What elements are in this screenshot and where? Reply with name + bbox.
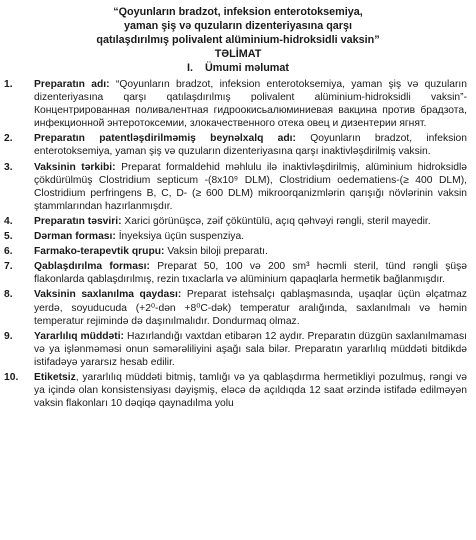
item-label: Farmako-terapevtik qrupu: bbox=[34, 246, 165, 258]
list-item bbox=[0, 161, 476, 213]
title-line-3: qatılaşdırılmış polivalent alüminium-hidroksidli vaksin” bbox=[96, 34, 380, 46]
section-heading: I. Ümumi məlumat bbox=[187, 62, 289, 74]
item-number: 3. bbox=[4, 161, 13, 173]
item-text: “Qoyunların bradzot, infeksion enterotoksemiya, yaman şiş və quzuların dizenteriyasına qarşı qatılaşdırılmış polivalent alüminium-hidroksidli vaksin”- Концентрированная поливалентная гидроокисьалюминиевая вакцина против брадзота, инфекционной энтеротоксемии, злокачественного отека овец и дизентерии ягнят. bbox=[34, 79, 467, 130]
item-number: 2. bbox=[4, 133, 13, 145]
item-text: Hazırlandığı vaxtdan etibarən 12 aydır. Preparatın düzgün saxlanılmaması və ya işlənməməsi onun səmərəliliyini aşağı sala bilər. Preparatın yararlılıq müddəti bitdikdə istifadəyə yararsız hesab edilir. bbox=[34, 330, 467, 368]
item-text: Preparat istehsalçı qablaşmasında, uşaqlar üçün əlçatmaz yerdə, soyuducuda (+2⁰-dən +8⁰C-dək) temperatur aralığında, saxlanılmalı və həmin temperatur rejimində də daşınılmalıdır. Dondurmaq olmaz. bbox=[34, 289, 467, 327]
instruction-list bbox=[0, 78, 476, 412]
document-title bbox=[16, 0, 460, 47]
item-number: 10. bbox=[4, 371, 19, 383]
item-number: 9. bbox=[4, 330, 13, 342]
list-item bbox=[0, 330, 476, 369]
item-text: Xarici görünüşcə, zəif çöküntülü, açıq qəhvəyi rəngli, steril mayedir. bbox=[121, 215, 431, 227]
item-label: Preparatın təsviri: bbox=[34, 215, 122, 227]
item-number: 6. bbox=[4, 246, 13, 258]
list-item bbox=[0, 230, 476, 243]
item-label: Yararlılıq müddəti: bbox=[34, 330, 124, 342]
item-number: 4. bbox=[4, 215, 13, 227]
title-line-2: yaman şiş və quzuların dizenteriyasına qarşı bbox=[123, 20, 353, 32]
item-text: Preparat formaldehid məhlulu ilə inaktivləşdirilmiş, alüminium hidroksidlə çökdürülmüş Clostridium septicum -(8x10⁹ DLM), Clostridium oedematiens-(≥ 400 DLM), Clostridium perfringens B, C, D- (≥ 600 DLM) mikroorqanizmlərin qarışığı növlərinin vaksin ştammlarından hazırlanmışdır. bbox=[34, 161, 467, 212]
title-line-1: “Qoyunların bradzot, infeksion enterotoksemiya, bbox=[113, 6, 363, 18]
item-label: Qablaşdırılma forması: bbox=[34, 261, 150, 273]
item-number: 1. bbox=[4, 79, 13, 90]
item-label: Vaksinin tərkibi: bbox=[34, 161, 116, 173]
item-text: Vaksin biloji preparatı. bbox=[164, 246, 268, 258]
item-label: Preparatın adı: bbox=[34, 79, 110, 90]
list-item bbox=[0, 215, 476, 228]
item-number: 5. bbox=[4, 231, 13, 243]
list-item bbox=[0, 132, 476, 158]
item-text: , yararlılıq müddəti bitmiş, tamlığı və ya qablaşdırma hermetikliyi pozulmuş, rəngi və ya içində olan konsistensiyası dəyişmiş, eləcə də açıldıqda 12 saat ərzində istifadə edilməyən vaksin flakonları 10 dəqiqə qaynadılma yolu bbox=[34, 371, 467, 410]
item-label: Dərman forması: bbox=[34, 231, 116, 243]
list-item bbox=[0, 245, 476, 258]
item-label: Vaksinin saxlanılma qaydası: bbox=[34, 289, 182, 301]
item-number: 7. bbox=[4, 261, 13, 273]
item-label: Preparatın patentləşdirilməmiş beynəlxalq adı: bbox=[34, 133, 296, 145]
item-text: Qoyunların bradzot, infeksion enterotoksemiya, yaman şiş və quzuların dizenteriyasına qarşı inaktivləşdirilmiş vaksin. bbox=[34, 133, 467, 158]
list-item bbox=[0, 260, 476, 286]
item-text: İnyeksiya üçün suspenziya. bbox=[115, 231, 245, 243]
item-text: Preparat 50, 100 və 200 sm³ həcmli steril, tünd rəngli şüşə flakonlarda qablaşdırılmış, rezin tıxaclarla və alüminium qapaqlarla hermetik bağlanmışdır. bbox=[34, 261, 468, 286]
list-item bbox=[0, 371, 476, 410]
list-item bbox=[0, 78, 476, 130]
item-label: Etiketsiz bbox=[34, 371, 76, 383]
list-item bbox=[0, 288, 476, 327]
item-number: 8. bbox=[4, 289, 13, 301]
document-heading: TƏLİMAT bbox=[214, 48, 262, 60]
